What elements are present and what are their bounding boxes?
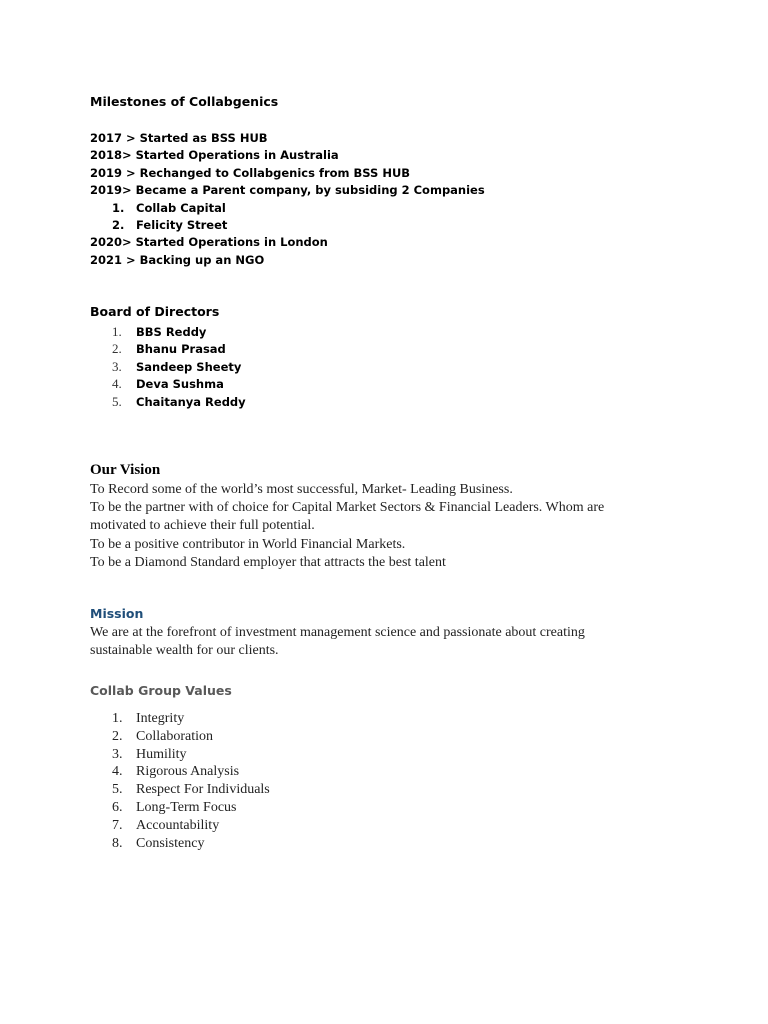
value-label: Respect For Individuals [136, 782, 270, 798]
value-label: Collaboration [136, 728, 213, 744]
list-number: 6. [112, 799, 123, 815]
vision-text [90, 481, 690, 572]
list-number: 3. [112, 358, 122, 374]
director-name: Chaitanya Reddy [136, 394, 246, 409]
milestone-line: 2020> Started Operations in London [90, 235, 328, 250]
list-number: 5. [112, 782, 123, 798]
milestone-line: 2017 > Started as BSS HUB [90, 131, 268, 145]
list-item [90, 763, 270, 781]
director-name: Sandeep Sheety [136, 359, 242, 374]
director-name: Deva Sushma [136, 377, 224, 392]
list-item [90, 835, 270, 853]
list-item [90, 323, 246, 340]
value-label: Integrity [136, 711, 185, 726]
value-label: Long-Term Focus [136, 799, 237, 815]
director-name: Bhanu Prasad [136, 342, 226, 357]
vision-line: To be a positive contributor in World Financial Markets. [90, 536, 406, 552]
board-heading: Board of Directors [90, 304, 220, 319]
list-item [90, 746, 270, 764]
value-label: Rigorous Analysis [136, 764, 240, 780]
list-item [90, 710, 270, 728]
list-number: 3. [112, 746, 123, 762]
subitem-label: Felicity Street [136, 217, 228, 232]
list-number: 1. [112, 200, 125, 215]
list-number: 2. [112, 728, 123, 744]
vision-line: motivated to achieve their full potential. [90, 518, 315, 534]
list-item [90, 799, 270, 817]
value-label: Consistency [136, 835, 205, 851]
milestone-line: 2021 > Backing up an NGO [90, 252, 265, 267]
list-item [90, 358, 246, 375]
list-item [90, 728, 270, 746]
list-item [90, 393, 246, 410]
list-item [90, 817, 270, 835]
vision-line: To be the partner with of choice for Capital Market Sectors & Financial Leaders. Whom are [90, 500, 605, 516]
milestone-line: 2019> Became a Parent company, by subsiding 2 Companies [90, 183, 485, 198]
values-heading: Collab Group Values [90, 683, 232, 698]
list-number: 7. [112, 817, 123, 833]
list-number: 2. [112, 217, 125, 232]
values-list [90, 710, 270, 852]
milestones-list [90, 130, 485, 269]
value-label: Accountability [136, 817, 220, 833]
director-name: BBS Reddy [136, 325, 207, 339]
list-item [90, 375, 246, 392]
value-label: Humility [136, 746, 187, 762]
milestones-heading: Milestones of Collabgenics [90, 94, 279, 109]
vision-heading: Our Vision [90, 462, 161, 478]
list-number: 1. [112, 324, 122, 339]
milestone-line: 2018> Started Operations in Australia [90, 148, 339, 163]
subitem-label: Collab Capital [136, 200, 226, 215]
milestone-subitem [90, 217, 485, 234]
list-number: 8. [112, 835, 123, 851]
list-number: 4. [112, 376, 122, 392]
mission-text: We are at the forefront of investment management science and passionate about creating sustainable wealth for our clients. [90, 625, 585, 659]
mission-heading: Mission [90, 606, 144, 621]
list-number: 4. [112, 764, 123, 780]
milestone-subitem [90, 200, 485, 217]
board-list [90, 323, 246, 410]
vision-line: To Record some of the world’s most successful, Market- Leading Business. [90, 482, 513, 497]
list-item [90, 340, 246, 357]
list-number: 1. [112, 711, 123, 726]
milestone-line: 2019 > Rechanged to Collabgenics from BSS HUB [90, 165, 411, 180]
vision-line: To be a Diamond Standard employer that attracts the best talent [90, 554, 446, 570]
list-number: 2. [112, 341, 122, 357]
list-number: 5. [112, 393, 122, 409]
list-item [90, 781, 270, 799]
